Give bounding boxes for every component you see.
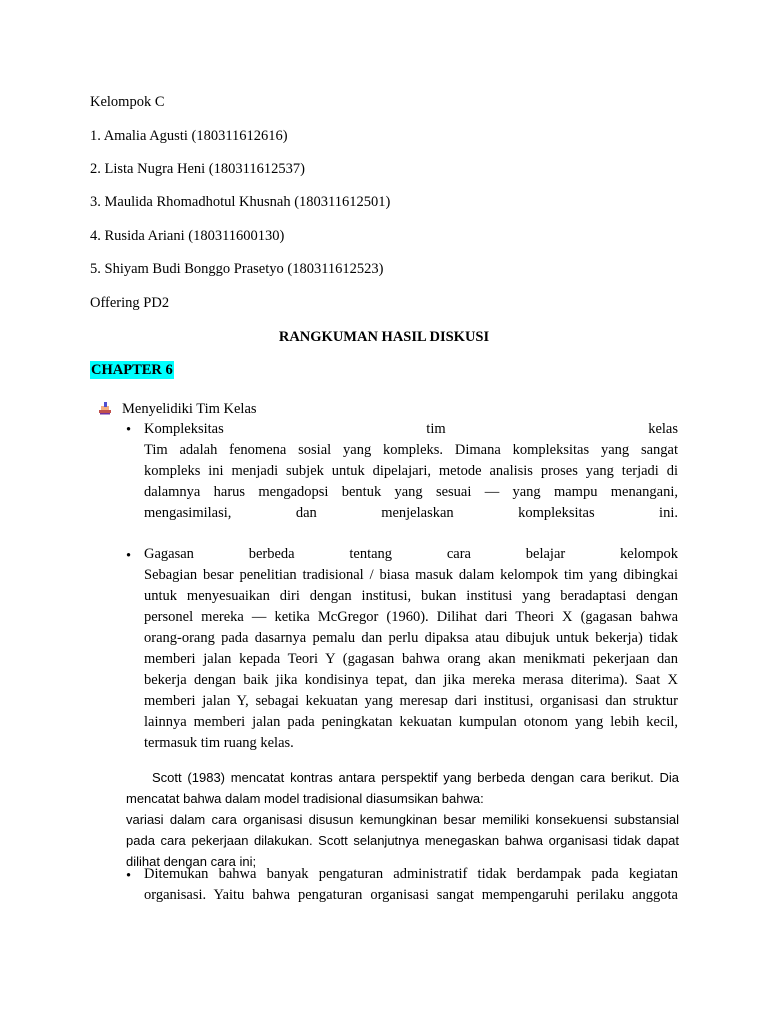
- member-5: 5. Shiyam Budi Bonggo Prasetyo (180311612523): [90, 261, 384, 277]
- paragraph-line: memberi jalan Y, sebagai kekuatan yang meresap dari institusi, organisasi dan struktur: [144, 693, 678, 709]
- paragraph-line: mengasimilasi, dan menjelaskan kompleksitas ini.: [144, 505, 678, 521]
- chapter-heading: CHAPTER 6: [91, 362, 173, 378]
- paragraph-line: pada cara pekerjaan dilakukan. Scott selanjutnya menegaskan bahwa organisasi tidak dapat: [126, 833, 679, 848]
- section-heading-text: Menyelidiki Tim Kelas: [122, 401, 257, 417]
- paragraph-line: kompleks ini menjadi subjek untuk dipelajari, metode analisis proses yang terjadi di: [144, 463, 678, 479]
- paragraph-line: Tim adalah fenomena sosial yang kompleks. Dimana kompleksitas yang sangat: [144, 442, 678, 458]
- bullet-gagasan: [144, 544, 678, 754]
- bullet-kompleksitas: [144, 419, 678, 524]
- paragraph-line: dilihat dengan cara ini;: [126, 854, 257, 869]
- paragraph-line: Scott (1983) mencatat kontras antara perspektif yang berbeda dengan cara berikut. Dia: [152, 770, 679, 785]
- paragraph-line: organisasi. Yaitu bahwa pengaturan organisasi sangat mempengaruhi perilaku anggota: [144, 887, 678, 903]
- paragraph-line: variasi dalam cara organisasi disusun kemungkinan besar memiliki konsekuensi substansial: [126, 812, 679, 827]
- paragraph-line: memberi jalan kepada Teori Y (gagasan bahwa orang akan menikmati pekerjaan dan: [144, 651, 678, 667]
- paragraph-line: mencatat bahwa dalam model tradisional diasumsikan bahwa:: [126, 791, 484, 806]
- paragraph-line: Sebagian besar penelitian tradisional / biasa masuk dalam kelompok tim yang dibingkai: [144, 567, 678, 583]
- paragraph-line: untuk menyesuaikan diri dengan institusi, bukan institusi yang beradaptasi dengan: [144, 588, 678, 604]
- bullet-title: Kompleksitas tim kelas: [144, 421, 678, 437]
- group-name: Kelompok C: [90, 94, 165, 110]
- member-4: 4. Rusida Ariani (180311600130): [90, 228, 285, 244]
- bullet-ditemukan: [144, 864, 678, 906]
- paragraph-line: personel mereka — ketika McGregor (1960). Dilihat dari Theori X (gagasan bahwa: [144, 609, 678, 625]
- section-heading: [98, 400, 257, 418]
- pushpin-icon: [98, 401, 112, 415]
- member-3: 3. Maulida Rhomadhotul Khusnah (180311612501): [90, 194, 391, 210]
- paragraph-line: dalamnya harus mengadopsi bentuk yang sesuai — yang mampu menangani,: [144, 484, 678, 500]
- bullet-dot: •: [126, 548, 132, 564]
- scott-paragraph: [126, 767, 679, 872]
- offering-label: Offering PD2: [90, 295, 170, 311]
- paragraph-line: termasuk tim ruang kelas.: [144, 735, 294, 751]
- paragraph-line: Ditemukan bahwa banyak pengaturan administratif tidak berdampak pada kegiatan: [144, 866, 678, 882]
- paragraph-line: lainnya memberi jalan pada peningkatan kekuatan kumpulan otonom yang lebih kecil,: [144, 714, 678, 730]
- member-1: 1. Amalia Agusti (180311612616): [90, 128, 288, 144]
- bullet-title: Gagasan berbeda tentang cara belajar kelompok: [144, 546, 678, 562]
- paragraph-line: orang-orang pada dasarnya pemalu dan perlu dipaksa atau dibujuk untuk bekerja) tidak: [144, 630, 678, 646]
- paragraph-line: bekerja dengan baik jika kondisinya tepat, dan jika mereka merasa diterima). Saat X: [144, 672, 678, 688]
- bullet-dot: •: [126, 422, 132, 438]
- bullet-dot: •: [126, 868, 132, 884]
- document-title: RANGKUMAN HASIL DISKUSI: [278, 329, 490, 345]
- member-2: 2. Lista Nugra Heni (180311612537): [90, 161, 305, 177]
